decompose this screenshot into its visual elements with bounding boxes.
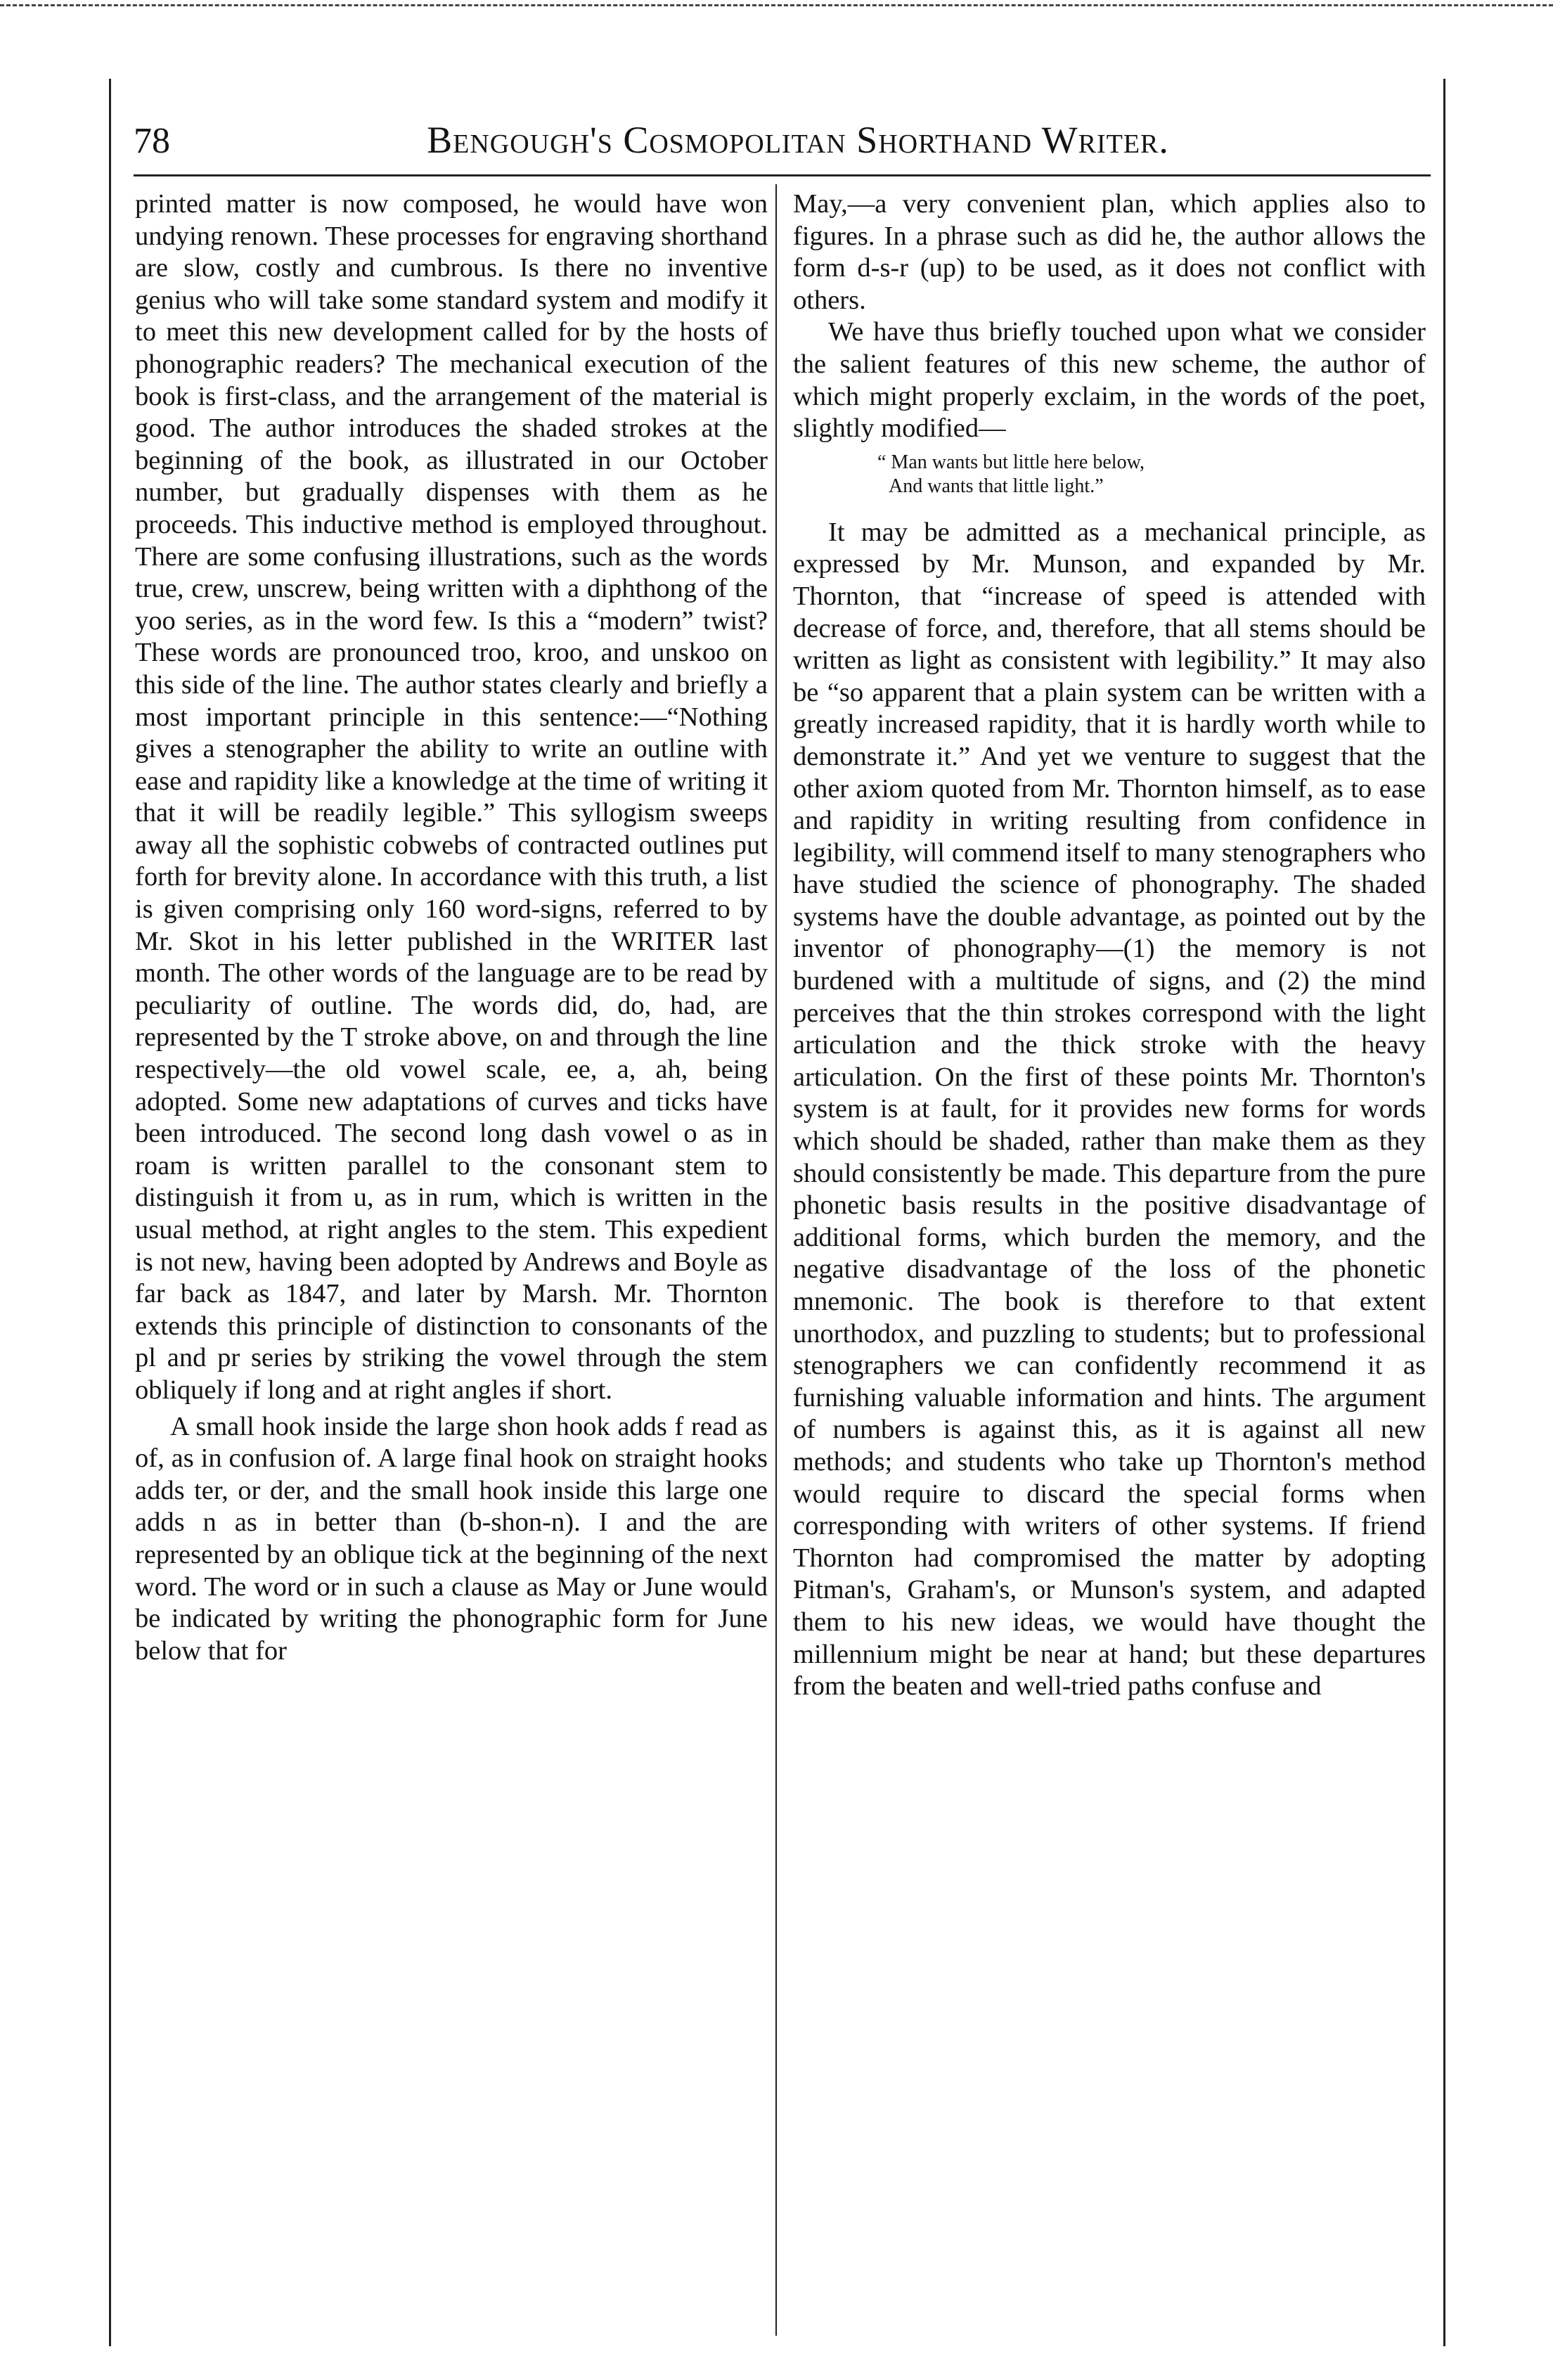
verse-line: And wants that little light.” (889, 475, 1104, 497)
paragraph: May,—a very convenient plan, which applies also to figures. In a phrase such as did he, the author allows the form d-s-r (up) to be used, as it does not conflict with others. (793, 189, 1426, 315)
page-header (120, 98, 1434, 162)
running-title: Bengough's Cosmopolitan Shorthand Writer. (427, 119, 1169, 161)
header-rule (134, 174, 1431, 176)
paragraph: A small hook inside the large shon hook adds f read as of, as in confusion of. A large final hook on straight hooks adds ter, or der, and the small hook inside this large one adds n as in better than (b-shon-n). I and the are represented by an oblique tick at the beginning of the next word. The word or in such a clause as May or June would be indicated by writing the phonographic form for June below that for (135, 1411, 768, 1666)
page-number: 78 (134, 121, 170, 161)
left-column (135, 188, 768, 1667)
verse-line: “ Man wants but little here below, (877, 451, 1145, 473)
paragraph: We have thus briefly touched upon what we consider the salient features of this new scheme, the author of which might properly exclaim, in the words of the poet, slightly modified— (793, 317, 1426, 444)
verse-quote (793, 451, 1426, 498)
column-divider (775, 184, 777, 2336)
top-border (0, 4, 1553, 6)
paragraph: It may be admitted as a mechanical principle, as expressed by Mr. Munson, and expanded by Mr. Thornton, that “increase of speed is attended with decrease of force, and, therefore, that all stems should be written as light as consistent with legibility.” It may also be “so apparent that a plain system can be written with a greatly increased rapidity, that it is hardly worth while to demonstrate it.” And yet we venture to suggest that the other axiom quoted from Mr. Thornton himself, as to ease and rapidity in writing resulting from confidence in legibility, will commend itself to many stenographers who have studied the science of phonography. The shaded systems have the double advantage, as pointed out by the inventor of phonography—(1) the memory is not burdened with a multitude of signs, and (2) the mind perceives that the thin strokes correspond with the light articulation and the thick stroke with the heavy articulation. On the first of these points Mr. Thornton's system is at fault, for it provides new forms for words which should be shaded, rather than make them as they should consistently be made. This departure from the pure phonetic basis results in the positive disadvantage of additional forms, which burden the memory, and the negative disadvantage of the loss of the phonetic mnemonic. The book is therefore to that extent unorthodox, and puzzling to students; but to professional stenographers we can confidently recommend it as furnishing valuable information and hints. The argument of numbers is against this, as it is against all new methods; and students who take up Thornton's method would require to discard the special forms when corresponding with writers of other systems. If friend Thornton had compromised the matter by adopting Pitman's, Graham's, or Munson's system, and adapted them to his new ideas, we would have thought the millennium might be near at hand; but these departures from the beaten and well-tried paths confuse and (793, 517, 1426, 1702)
paragraph: printed matter is now composed, he would have won undying renown. These processes for engraving shorthand are slow, costly and cumbrous. Is there no inventive genius who will take some standard system and modify it to meet this new development called for by the hosts of phonographic readers? The mechanical execution of the book is first-class, and the arrangement of the material is good. The author introduces the shaded strokes at the beginning of the book, as illustrated in our October number, but gradually dispenses with them as he proceeds. This inductive method is employed throughout. There are some confusing illustrations, such as the words true, crew, unscrew, being written with a diphthong of the yoo series, as in the word few. Is this a “modern” twist? These words are pronounced troo, kroo, and unskoo on this side of the line. The author states clearly and briefly a most important principle in this sentence:—“Nothing gives a stenographer the ability to write an outline with ease and rapidity like a knowledge at the time of writing it that it will be readily legible.” This syllogism sweeps away all the sophistic cobwebs of contracted outlines put forth for brevity alone. In accordance with this truth, a list is given comprising only 160 word-signs, referred to by Mr. Skot in his letter published in the WRITER last month. The other words of the language are to be read by peculiarity of outline. The words did, do, had, are represented by the T stroke above, on and through the line respectively—the old vowel scale, ee, a, ah, being adopted. Some new adaptations of curves and ticks have been introduced. The second long dash vowel o as in roam is written parallel to the consonant stem to distinguish it from u, as in rum, which is written in the usual method, at right angles to the stem. This expedient is not new, having been adopted by Andrews and Boyle as far back as 1847, and later by Marsh. Mr. Thornton extends this principle of distinction to consonants of the pl and pr series by striking the vowel through the stem obliquely if long and at right angles if short. (135, 189, 768, 1405)
right-column (793, 188, 1426, 1703)
